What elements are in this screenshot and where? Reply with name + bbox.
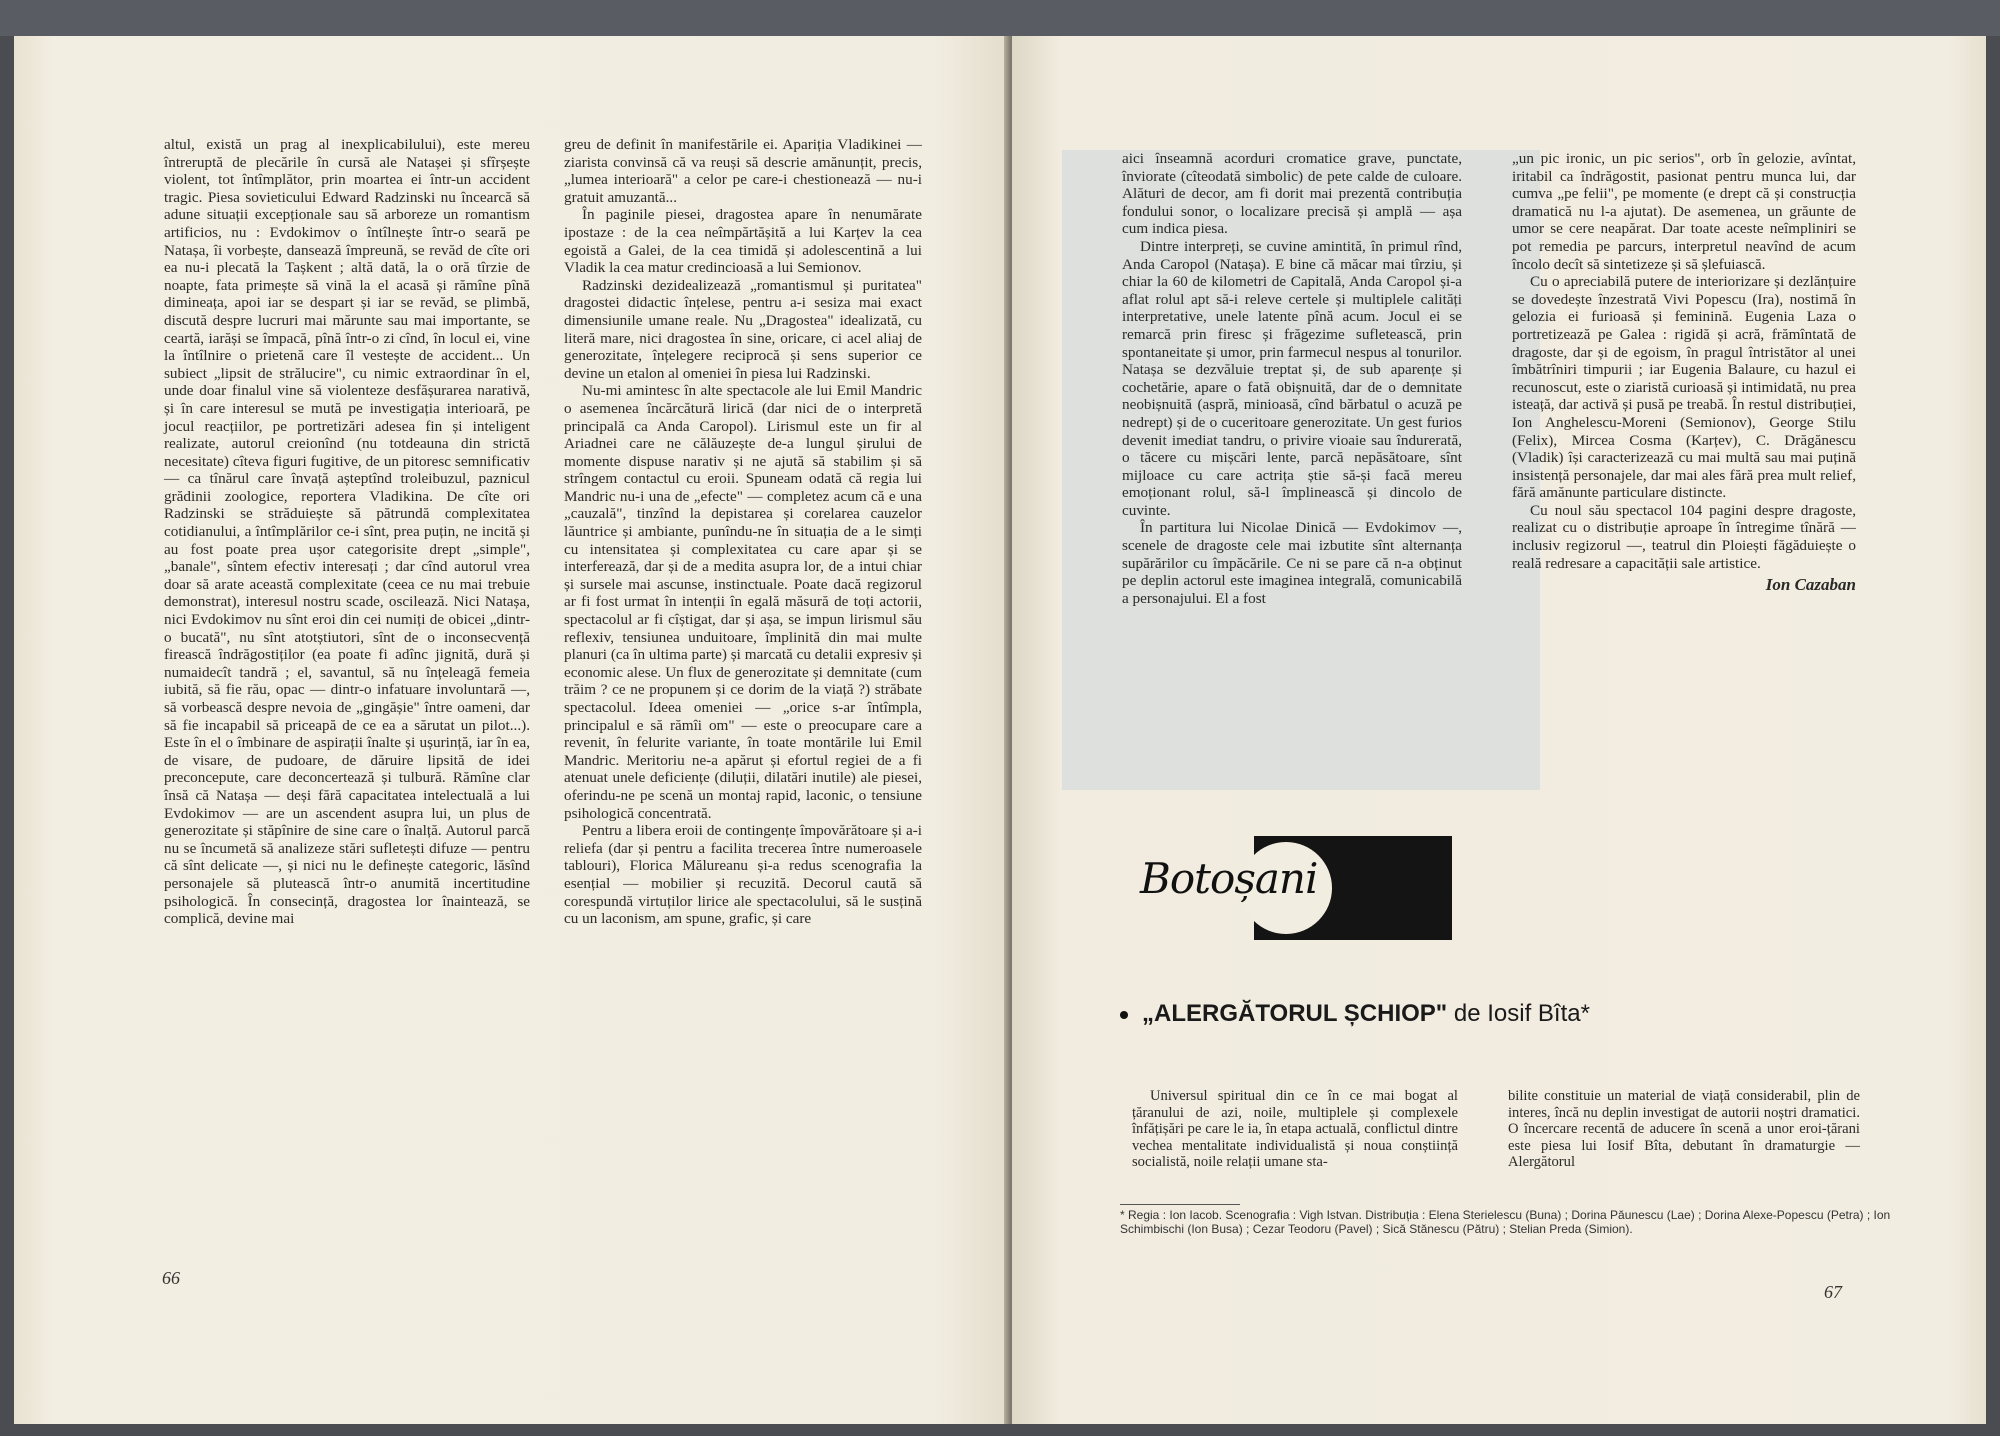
paragraph: Pentru a libera eroii de contingențe împovărătoare și a-i reliefa (dar și pentru a facilita trecerea între numeroasele tablouri), Florica Mălureanu și-a redus scenografia la esențial — mobilier și recuzită. Decorul caută să corespundă virtuților lirice ale spectacolului, să le susțină cu un laconism, am spune, grafic, și care	[564, 822, 922, 928]
author-signature: Ion Cazaban	[1765, 575, 1856, 595]
page-number-right: 67	[1824, 1282, 1842, 1302]
footnote	[1120, 1204, 1910, 1236]
paragraph: Nu-mi amintesc în alte spectacole ale lui Emil Mandric o asemenea încărcătură lirică (dar nici de o interpretă principală ca Anda Caropol). Lirismul este un fir al Ariadnei care ne călăuzește de-a lungul șirului de momente dispuse narativ și ne ajută să stabilim și să strîngem contactul cu eroii. Spuneam odată că regia lui Mandric nu-i una de „efecte" — completez acum că e una „cauzală", tinzînd la depistarea și corelarea cauzelor lăuntrice și ambiante, punîndu-ne în situația de a le simți cu intensitatea și complexitatea cu care apar și se interferează, dar și de a medita asupra lor, de a intui chiar și sursele mai ascunse, instinctuale. Poate dacă regizorul ar fi fost urmat în intenții în egală măsură de toți actorii, spectacolul ar fi cîștigat, dar și așa, se impun lirismul său reflexiv, tensiunea unduitoare, împlinită din mai multe planuri (ca în ultima parte) și marcată cu detalii expresiv și economic alese. Un flux de generozitate și demnitate (cum trăim ? ce ne propunem și ce dorim de la viață ?) străbate spectacolul. Ideea omeniei — „orice s-ar întîmpla, principalul e să rămîi om" — este o preocupare care a revenit, în felurite variante, în toate montările lui Emil Mandric. Meritoriu ne-a apărut și efortul regiei de a fi atenuat unele deficiențe (diluții, dilatări inutile) ale piesei, oferindu-ne pe scenă un montaj rapid, laconic, o tensiune psihologică concentrată.	[564, 382, 922, 822]
paragraph: greu de definit în manifestările ei. Apariția Vladikinei — ziarista convinsă că va reuși să descrie amănunțit, precis, „lumea interioară" a celor pe care-i chestionează — nu-i gratuit amuzantă...	[564, 136, 922, 206]
paragraph: altul, există un prag al inexplicabilului), este mereu întreruptă de plecările în cursă ale Natașei și sfîrșește violent, tot întîmplător, prin moartea ei într-un accident tragic. Piesa sovieticului Edward Radzinski nu încearcă să adune situații excepționale sau să arboreze un romantism artificios, nu : Evdokimov o întîlnește într-o seară pe Natașa, îi vorbește, dansează împreună, se revăd de cîte ori ea nu-i plecată la Tașkent ; altă dată, la o oră tîrzie de noapte, fata primește să vină la el acasă și rămîne pînă dimineața, apoi iar se despart și iar se revăd, se plimbă, discută despre lucruri mai mărunte sau mai importante, se ceartă, iarăși se împacă, pînă într-o zi cînd, în locul ei, vine la întîlnire o prietenă care îl vestește de accident... Un subiect „lipsit de strălucire", cu nimic extraordinar în el, unde doar finalul vine să violenteze desfășurarea narativă, și în care interesul se mută pe investigația interioară, pe jocul reacțiilor, pe portretizări adesea fin și inteligent realizate, autorul creionînd (nu totdeauna din strictă necesitate) cîteva figuri fugitive, de un pitoresc semnificativ — ca tînărul care învață așteptînd troleibuzul, paznicul grădinii zoologice, reportera Vladikina. De cîte ori Radzinski se străduiește să pătrundă complexitatea cotidianului, a întîmplărilor ce-i sînt, prea puțin, ne incită și au fost poate prea ușor categorisite drept „simple", „banale", sîntem efectiv interesați ; dar cînd autorul vrea doar să arate această complexitate (ceea ce nu mai trebuie demonstrat), interesul nostru scade, oscilează. Nici Natașa, nici Evdokimov nu sînt eroi din cei numiți de obicei „dintr-o bucată", nu sînt atotștiutori, sînt de o inconsecvență firească îndrăgostiților (ea poate fi adînc jignită, dură și numaidecît tandră ; el, savantul, să nu înțeleagă femeia iubită, să fie rău, opac — dintr-o infatuare involuntară —, să vorbească despre nevoia de „gingășie" între oameni, dar să fie incapabil să priceapă de ce ea a sărutat un pilot...). Este în el o îmbinare de aspirații înalte și ușurință, iar în ea, de visare, de pudoare, de dăruire lipsită de idei preconcepute, care deconcertează și tulbură. Rămîne clar însă că Natașa — deși fără capacitatea intelectuală a lui Evdokimov — are un ascendent asupra lui, un plus de generozitate și stăpînire de sine care o înalță. Autorul parcă nu se încumetă să analizeze stări sufletești difuze — pentru că sînt delicate —, și nici nu le definește categoric, lăsînd personajele să plutească într-o anumită incertitudine psihologică. În consecință, dragostea lor înaintează, se complică, devine mai	[164, 136, 530, 928]
page-number-left: 66	[162, 1268, 180, 1288]
play-title: „ALERGĂTORUL ȘCHIOP"	[1142, 1000, 1448, 1027]
right-column-1	[1122, 150, 1462, 607]
paragraph: Cu o apreciabilă putere de interiorizare și dezlănțuire se dovedește înzestrată Vivi Popescu (Ira), nostimă în gelozia ei furioasă și feminină. Eugenia Laza o portretizează pe Galea : rigidă și acră, frămîntată de dragoste, dar și de egoism, în pragul întristător al unei îmbătrîniri timpurii ; iar Eugenia Balaure, cu hazul ei recunoscut, este o ziaristă curioasă și intimidată, nu prea isteață, dar activă și pusă pe treabă. În restul distribuției, Ion Anghelescu-Moreni (Semionov), George Stilu (Felix), Mircea Cosma (Karțev), C. Drăgănescu (Vladik) își caracterizează cu mai multă sau mai puțină insistență personajele, dar mai ales fără prea mult relief, fără amănunte particulare distincte.	[1512, 273, 1856, 502]
scan-background	[0, 0, 2000, 36]
review-heading	[1120, 1000, 1590, 1028]
left-column-2	[564, 136, 922, 928]
paragraph: aici înseamnă acorduri cromatice grave, punctate, înviorate (cîteodată simbolic) de pete calde de culoare. Alături de decor, am fi dorit mai prezentă contribuția fondului sonor, o localizare precisă și amplă — așa cum indica piesa.	[1122, 150, 1462, 238]
right-column-4	[1508, 1088, 1860, 1171]
footnote-text: * Regia : Ion Iacob. Scenografia : Vigh Istvan. Distribuția : Elena Sterielescu (Buna) ; Dorina Păunescu (Lae) ; Dorina Alexe-Popescu (Petra) ; Ion Schimbischi (Ion Busa) ; Cezar Teodoru (Pavel) ; Sică Stănescu (Pătru) ; Stelian Preda (Simion).	[1120, 1208, 1891, 1236]
logo-text: Botoșani	[1140, 854, 1318, 903]
left-column-1	[164, 136, 530, 928]
play-author: de Iosif Bîta	[1453, 1000, 1581, 1027]
bullet-icon	[1120, 1011, 1128, 1019]
paragraph: Radzinski dezidealizează „romantismul și puritatea" dragostei didactic înțelese, pentru a-i sesiza mai exact dimensiunile umane reale. Nu „Dragostea" idealizată, cu literă mare, nici dragostea în sine, oricare, ci acel aliaj de generozitate, înțelegere reciprocă și sens superior ce devine un etalon al omeniei în piesa lui Radzinski.	[564, 276, 922, 382]
paragraph: Dintre interpreți, se cuvine amintită, în primul rînd, Anda Caropol (Natașa). E bine că măcar mai tîrziu, și chiar la 60 de kilometri de Capitală, Anda Caropol și-a aflat rolul apt să-i releve certele și multiplele calități interpretative, unele latente pînă acum. Jocul ei se remarcă prin firesc și frăgezime sufletească, prin spontaneitate și umor, prin farmecul nespus al tonurilor. Natașa se dezvăluie treptat și, de sub aparențe și cochetărie, apare o fată obișnuită, dar de o demnitate neobișnuită (aspră, minioasă, cînd bărbatul o acuză pe nedrept) și de o cuceritoare generozitate. Un gest furios devenit imediat tandru, o privire vioaie sau îndurerată, o tăcere cu mișcări lente, parcă nepăsătoare, sînt mijloace cu care actrița știe să-și facă mereu emoționant rolul, să-l împlinească și dincolo de cuvinte.	[1122, 237, 1462, 519]
paragraph: bilite constituie un material de viață considerabil, plin de interes, încă nu deplin investigat de autorii noștri dramatici. O încercare recentă de aducere în scenă a unor eroi-țărani este piesa lui Iosif Bîta, debutant în dramaturgie — Alergătorul	[1508, 1088, 1860, 1171]
left-page	[14, 36, 1014, 1424]
right-column-2	[1512, 150, 1856, 594]
paragraph: În paginile piesei, dragostea apare în nenumărate ipostaze : de la cea neîmpărtășită a lui Karțev la cea egoistă a Galei, de la cea timidă și adolescentină a lui Vladik la cea matur credincioasă a lui Semionov.	[564, 206, 922, 277]
footnote-rule	[1120, 1204, 1240, 1205]
botosani-logo	[1128, 836, 1452, 940]
right-column-3	[1132, 1088, 1458, 1171]
paragraph: „un pic ironic, un pic serios", orb în gelozie, avîntat, iritabil ca îndrăgostit, pasionat pentru munca lui, dar cumva „pe felii", pe momente (e drept că și construcția dramatică nu l-a ajutat). De asemenea, un grăunte de umor se cere neapărat. Dar toate aceste neîmpliniri se pot remedia pe parcurs, interpretul neavînd de acum încolo decît să sintetizeze și să șlefuiască.	[1512, 150, 1856, 273]
paragraph: În partitura lui Nicolae Dinică — Evdokimov —, scenele de dragoste cele mai izbutite sînt alternanța supărărilor cu împăcările. Ce ni se pare că n-a obținut pe deplin actorul este imaginea integrală, comunicabilă a personajului. El a fost	[1122, 519, 1462, 607]
paragraph: Cu noul său spectacol 104 pagini despre dragoste, realizat cu o distribuție aproape în întregime tînără — inclusiv regizorul —, teatrul din Ploiești făgăduiește o reală redresare a capacității sale artistice.	[1512, 501, 1856, 572]
footnote-mark: *	[1580, 1000, 1590, 1027]
paragraph: Universul spiritual din ce în ce mai bogat al țăranului de azi, noile, multiplele și complexele înfățișări pe care le ia, în etapa actuală, conflictul dintre vechea mentalitate individualistă și noua conștiință socialistă, noile relații umane sta-	[1132, 1088, 1458, 1171]
